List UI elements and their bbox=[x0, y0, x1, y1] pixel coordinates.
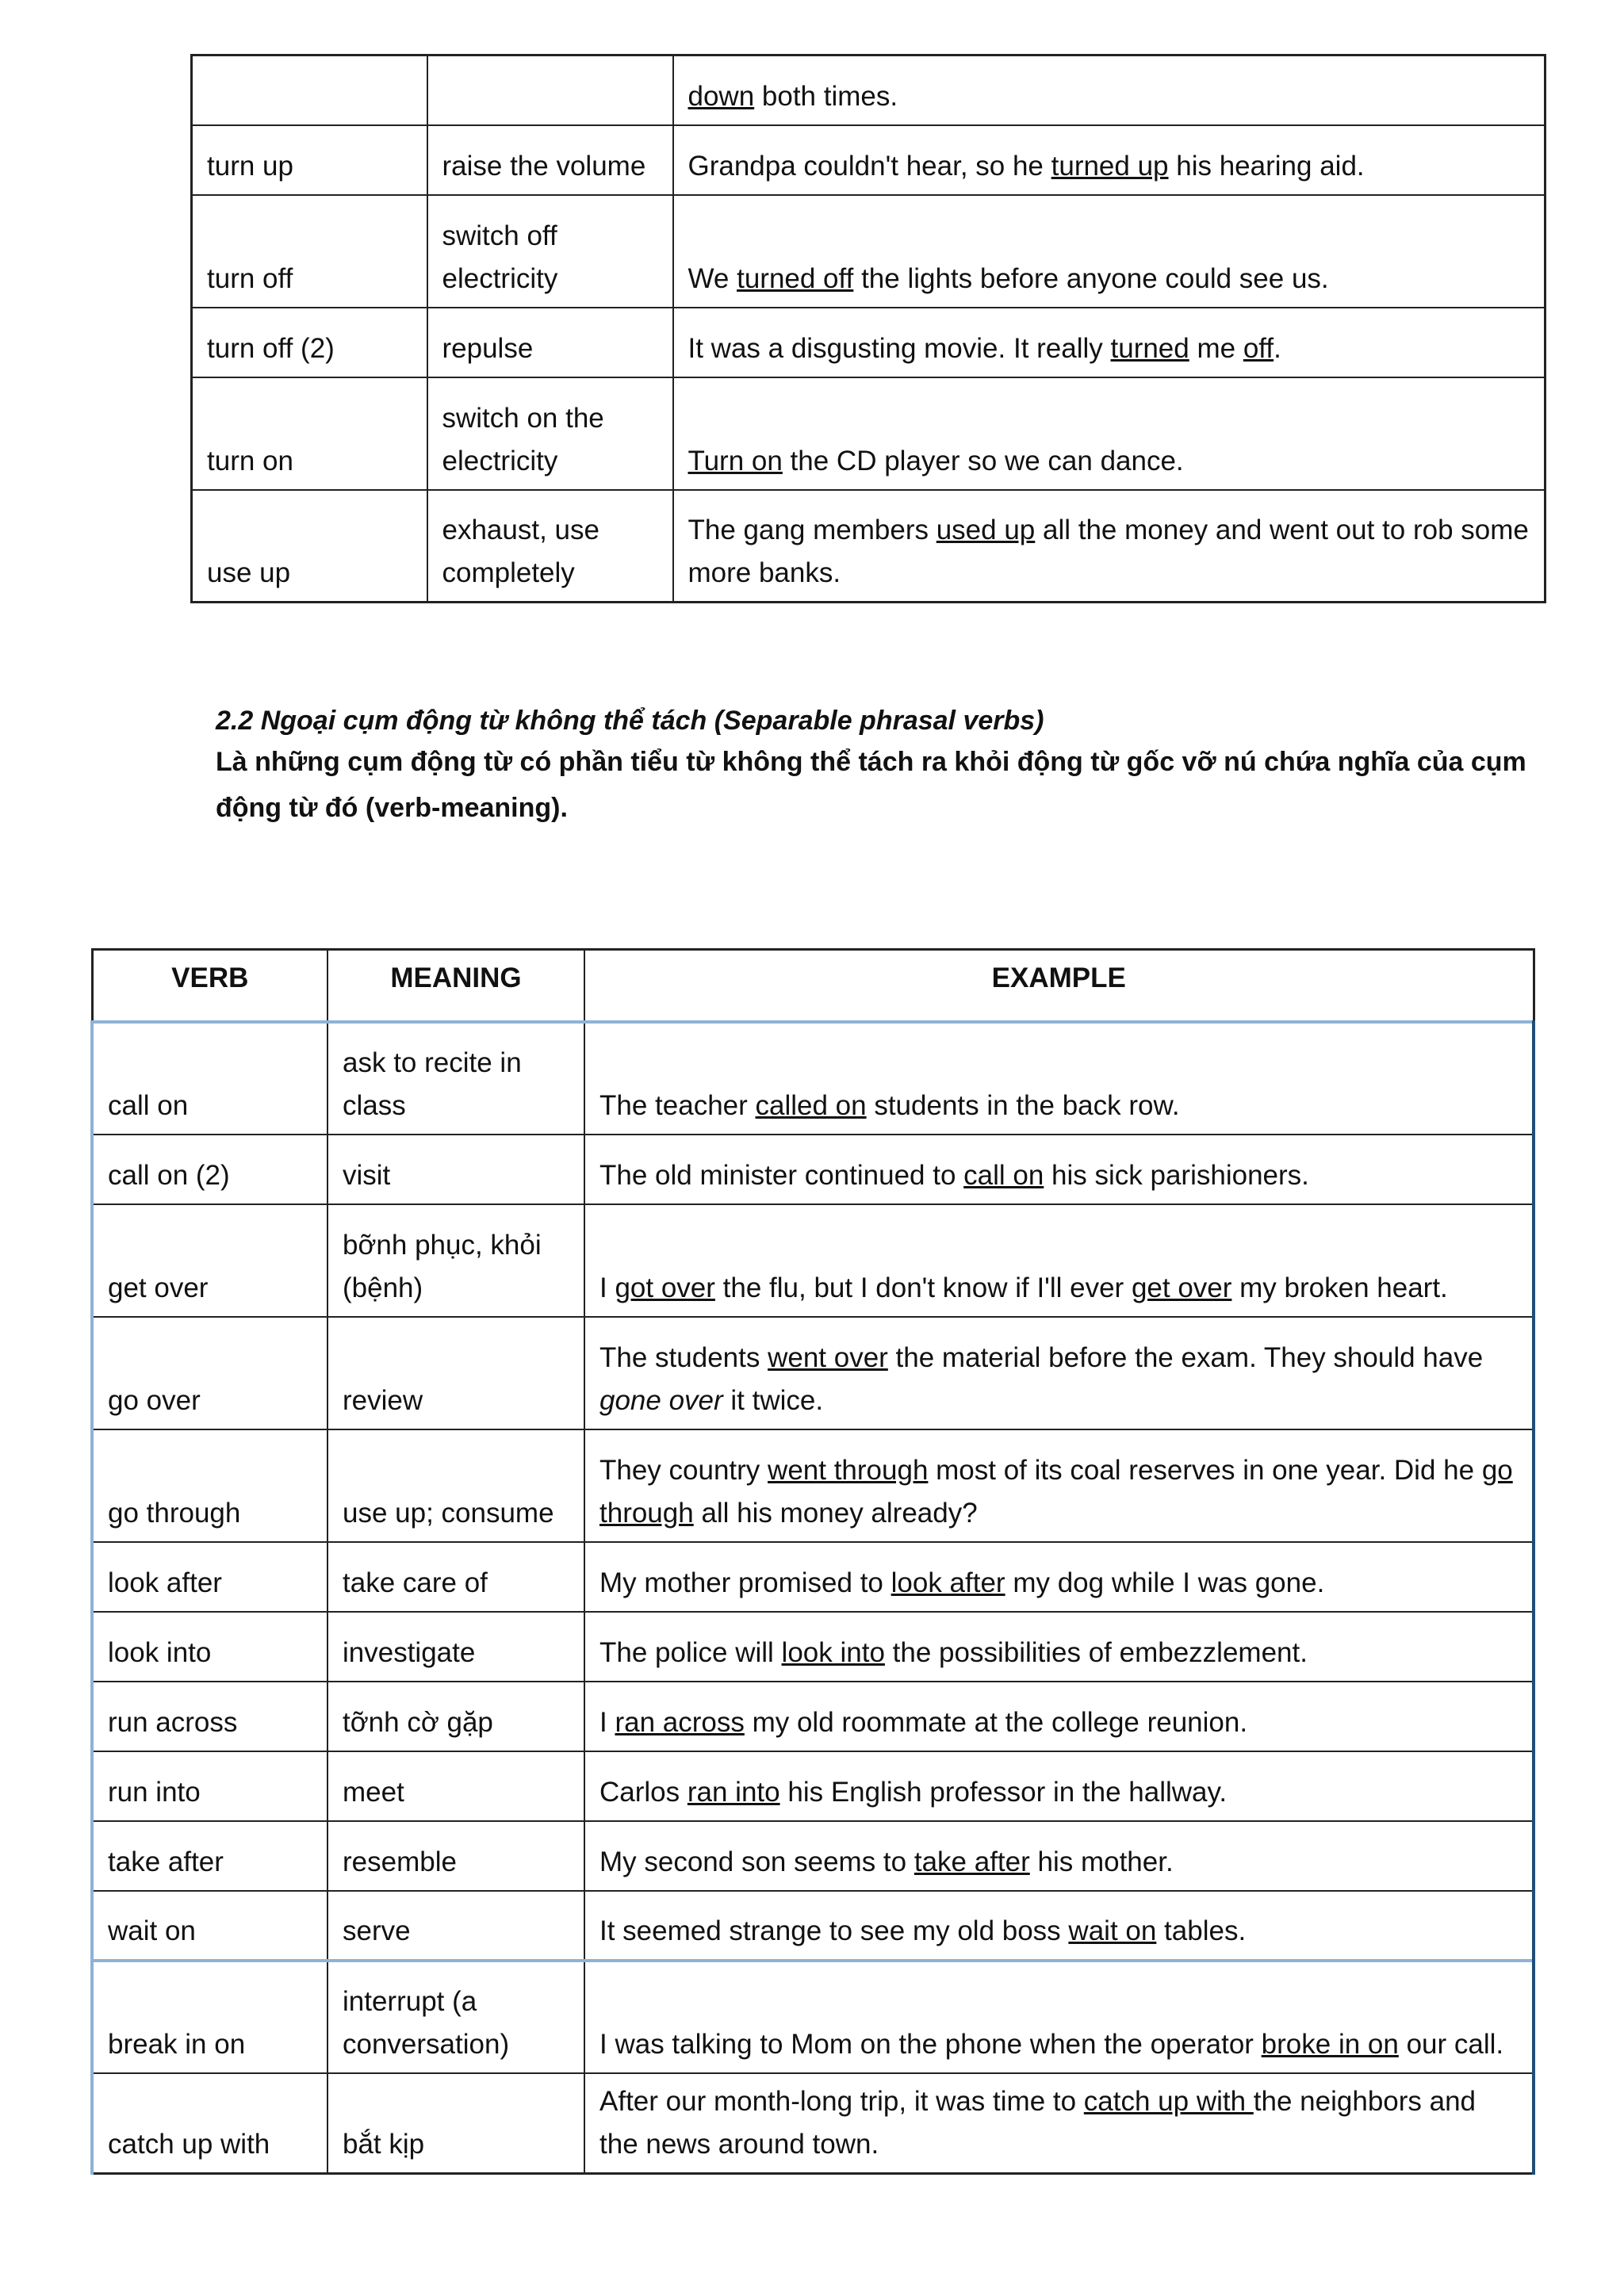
phrasal-verb-highlight: Turn on bbox=[688, 445, 783, 476]
example-text: his hearing aid. bbox=[1168, 150, 1365, 182]
verb-cell: break in on bbox=[92, 1961, 327, 2073]
meaning-cell: visit bbox=[327, 1135, 584, 1204]
example-text: the possibilities of embezzlement. bbox=[884, 1637, 1308, 1668]
example-text: his mother. bbox=[1029, 1846, 1174, 1877]
example-text: It was a disgusting movie. It really bbox=[688, 332, 1111, 364]
table-row bbox=[92, 1542, 1534, 1612]
phrasal-verb-highlight: turned off bbox=[737, 262, 854, 294]
meaning-cell: serve bbox=[327, 1891, 584, 1961]
header-verb: VERB bbox=[92, 950, 327, 1023]
example-cell bbox=[584, 1204, 1534, 1317]
example-text: most of its coal reserves in one year. Did he bbox=[928, 1455, 1482, 1486]
example-text: They country bbox=[599, 1455, 768, 1486]
example-text: the CD player so we can dance. bbox=[782, 445, 1184, 476]
example-text: all his money already? bbox=[693, 1498, 978, 1529]
example-cell bbox=[673, 195, 1545, 308]
example-text: I was talking to Mom on the phone when the operator bbox=[599, 2029, 1262, 2060]
table-row bbox=[92, 1961, 1534, 2073]
phrasal-verb-highlight: down bbox=[688, 80, 755, 112]
verb-cell: get over bbox=[92, 1204, 327, 1317]
example-text: the material before the exam. They should have bbox=[887, 1342, 1484, 1373]
meaning-cell: investigate bbox=[327, 1612, 584, 1682]
example-text: The police will bbox=[599, 1637, 782, 1668]
section-2-2 bbox=[216, 702, 1548, 831]
example-text: I bbox=[599, 1272, 615, 1303]
meaning-cell: bỡnh phục, khỏi (bệnh) bbox=[327, 1204, 584, 1317]
example-text: his sick parishioners. bbox=[1044, 1160, 1309, 1191]
table-row bbox=[92, 2073, 1534, 2174]
example-text: the neighbors and the news around town. bbox=[599, 2086, 1477, 2160]
example-text: my old roommate at the college reunion. bbox=[744, 1707, 1248, 1738]
table-row bbox=[92, 1429, 1534, 1542]
example-cell bbox=[584, 1682, 1534, 1751]
phrasal-verb-highlight: call on bbox=[963, 1160, 1044, 1191]
table-row bbox=[92, 1317, 1534, 1429]
example-text: The teacher bbox=[599, 1090, 756, 1121]
meaning-cell: take care of bbox=[327, 1542, 584, 1612]
meaning-cell: tỡnh cờ gặp bbox=[327, 1682, 584, 1751]
example-cell bbox=[673, 490, 1545, 603]
verb-cell: go through bbox=[92, 1429, 327, 1542]
verb-cell: run into bbox=[92, 1751, 327, 1821]
example-text: gone over bbox=[599, 1385, 723, 1416]
phrasal-verb-highlight: turned bbox=[1110, 332, 1189, 364]
example-cell bbox=[584, 1022, 1534, 1135]
table-row bbox=[92, 1751, 1534, 1821]
example-cell bbox=[584, 1317, 1534, 1429]
phrasal-verbs-table-continued bbox=[190, 54, 1546, 603]
example-text: the flu, but I don't know if I'll ever bbox=[714, 1272, 1132, 1303]
table-row bbox=[92, 1682, 1534, 1751]
table-row bbox=[192, 195, 1545, 308]
example-text: After our month-long trip, it was time to bbox=[599, 2086, 1084, 2117]
example-cell bbox=[673, 55, 1545, 125]
header-example: EXAMPLE bbox=[584, 950, 1534, 1023]
phrasal-verb-highlight: go through bbox=[599, 1455, 1513, 1529]
example-text: both times. bbox=[754, 80, 898, 112]
phrasal-verb-highlight: went over bbox=[768, 1342, 888, 1373]
verb-cell bbox=[192, 55, 427, 125]
phrasal-verb-highlight: used up bbox=[936, 515, 1036, 545]
example-text: I bbox=[599, 1707, 615, 1738]
phrasal-verb-highlight: turned up bbox=[1051, 150, 1169, 182]
example-cell bbox=[584, 1135, 1534, 1204]
example-text: it twice. bbox=[722, 1385, 824, 1416]
phrasal-verb-highlight: catch up with bbox=[1083, 2086, 1254, 2117]
example-text: It seemed strange to see my old boss bbox=[599, 1915, 1069, 1946]
example-cell bbox=[673, 308, 1545, 377]
verb-cell: look into bbox=[92, 1612, 327, 1682]
example-text: My second son seems to bbox=[599, 1846, 914, 1877]
table-row bbox=[192, 308, 1545, 377]
meaning-cell: repulse bbox=[427, 308, 673, 377]
example-text: tables. bbox=[1156, 1915, 1247, 1946]
example-text: me bbox=[1189, 332, 1243, 364]
example-cell bbox=[584, 1961, 1534, 2073]
meaning-cell: review bbox=[327, 1317, 584, 1429]
table-row bbox=[92, 1891, 1534, 1961]
verb-cell: turn up bbox=[192, 125, 427, 195]
meaning-cell: ask to recite in class bbox=[327, 1022, 584, 1135]
example-text: my broken heart. bbox=[1231, 1272, 1448, 1303]
verb-cell: use up bbox=[192, 490, 427, 603]
example-text: The students bbox=[599, 1342, 768, 1373]
example-cell bbox=[584, 2073, 1534, 2174]
example-text: my dog while I was gone. bbox=[1005, 1567, 1325, 1598]
example-cell bbox=[673, 377, 1545, 490]
phrasal-verb-highlight: look after bbox=[891, 1567, 1005, 1598]
phrasal-verb-highlight: broke in on bbox=[1261, 2029, 1399, 2060]
meaning-cell: meet bbox=[327, 1751, 584, 1821]
table-row bbox=[92, 1135, 1534, 1204]
verb-cell: take after bbox=[92, 1821, 327, 1891]
meaning-cell: bắt kịp bbox=[327, 2073, 584, 2174]
meaning-cell: interrupt (a conversation) bbox=[327, 1961, 584, 2073]
meaning-cell bbox=[427, 55, 673, 125]
table-row bbox=[192, 490, 1545, 603]
phrasal-verb-highlight: went through bbox=[768, 1455, 929, 1486]
phrasal-verb-highlight: ran into bbox=[687, 1777, 780, 1808]
table-header-row bbox=[92, 950, 1534, 1023]
example-text: the lights before anyone could see us. bbox=[853, 262, 1329, 294]
section-heading: 2.2 Ngoại cụm động từ không thể tách (Separable phrasal verbs) bbox=[216, 706, 1044, 736]
table-row bbox=[92, 1022, 1534, 1135]
example-cell bbox=[584, 1751, 1534, 1821]
meaning-cell: switch off electricity bbox=[427, 195, 673, 308]
verb-cell: wait on bbox=[92, 1891, 327, 1961]
phrasal-verb-highlight: look into bbox=[781, 1637, 885, 1668]
example-text: . bbox=[1274, 332, 1281, 364]
example-cell bbox=[584, 1821, 1534, 1891]
example-text: The old minister continued to bbox=[599, 1160, 964, 1191]
phrasal-verb-highlight: wait on bbox=[1068, 1915, 1157, 1946]
example-text: students in the back row. bbox=[866, 1090, 1180, 1121]
meaning-cell: resemble bbox=[327, 1821, 584, 1891]
table-row bbox=[92, 1204, 1534, 1317]
example-text: My mother promised to bbox=[599, 1567, 891, 1598]
example-cell bbox=[584, 1891, 1534, 1961]
example-text: his English professor in the hallway. bbox=[779, 1777, 1228, 1808]
verb-cell: turn off bbox=[192, 195, 427, 308]
example-text: Grandpa couldn't hear, so he bbox=[688, 150, 1051, 182]
verb-cell: run across bbox=[92, 1682, 327, 1751]
table-row bbox=[192, 125, 1545, 195]
phrasal-verb-highlight: called on bbox=[755, 1090, 867, 1121]
phrasal-verb-highlight: ran across bbox=[615, 1707, 745, 1738]
verb-cell: go over bbox=[92, 1317, 327, 1429]
table-row bbox=[192, 377, 1545, 490]
example-cell bbox=[584, 1612, 1534, 1682]
verb-cell: turn off (2) bbox=[192, 308, 427, 377]
phrasal-verb-highlight: get over bbox=[1131, 1272, 1232, 1303]
verb-cell: turn on bbox=[192, 377, 427, 490]
meaning-cell: exhaust, use completely bbox=[427, 490, 673, 603]
meaning-cell: use up; consume bbox=[327, 1429, 584, 1542]
verb-cell: call on bbox=[92, 1022, 327, 1135]
inseparable-phrasal-verbs-table bbox=[90, 948, 1535, 2175]
table-row bbox=[92, 1612, 1534, 1682]
header-meaning: MEANING bbox=[327, 950, 584, 1023]
example-text: We bbox=[688, 262, 737, 294]
verb-cell: look after bbox=[92, 1542, 327, 1612]
table-row bbox=[192, 55, 1545, 125]
verb-cell: catch up with bbox=[92, 2073, 327, 2174]
verb-cell: call on (2) bbox=[92, 1135, 327, 1204]
example-text: all the money and went out to rob some more banks. bbox=[688, 515, 1529, 588]
example-text: The gang members bbox=[688, 515, 936, 545]
table-row bbox=[92, 1821, 1534, 1891]
example-text: our call. bbox=[1398, 2029, 1504, 2060]
meaning-cell: raise the volume bbox=[427, 125, 673, 195]
example-cell bbox=[673, 125, 1545, 195]
example-cell bbox=[584, 1542, 1534, 1612]
section-description: Là những cụm động từ có phần tiểu từ không thể tách ra khỏi động từ gốc vỡ nú chứa nghĩa của cụm động từ đó (verb-meaning). bbox=[216, 747, 1526, 823]
phrasal-verb-highlight: take after bbox=[914, 1846, 1030, 1877]
example-cell bbox=[584, 1429, 1534, 1542]
phrasal-verb-highlight: off bbox=[1243, 332, 1274, 364]
meaning-cell: switch on the electricity bbox=[427, 377, 673, 490]
phrasal-verb-highlight: got over bbox=[615, 1272, 715, 1303]
example-text: Carlos bbox=[599, 1777, 688, 1808]
